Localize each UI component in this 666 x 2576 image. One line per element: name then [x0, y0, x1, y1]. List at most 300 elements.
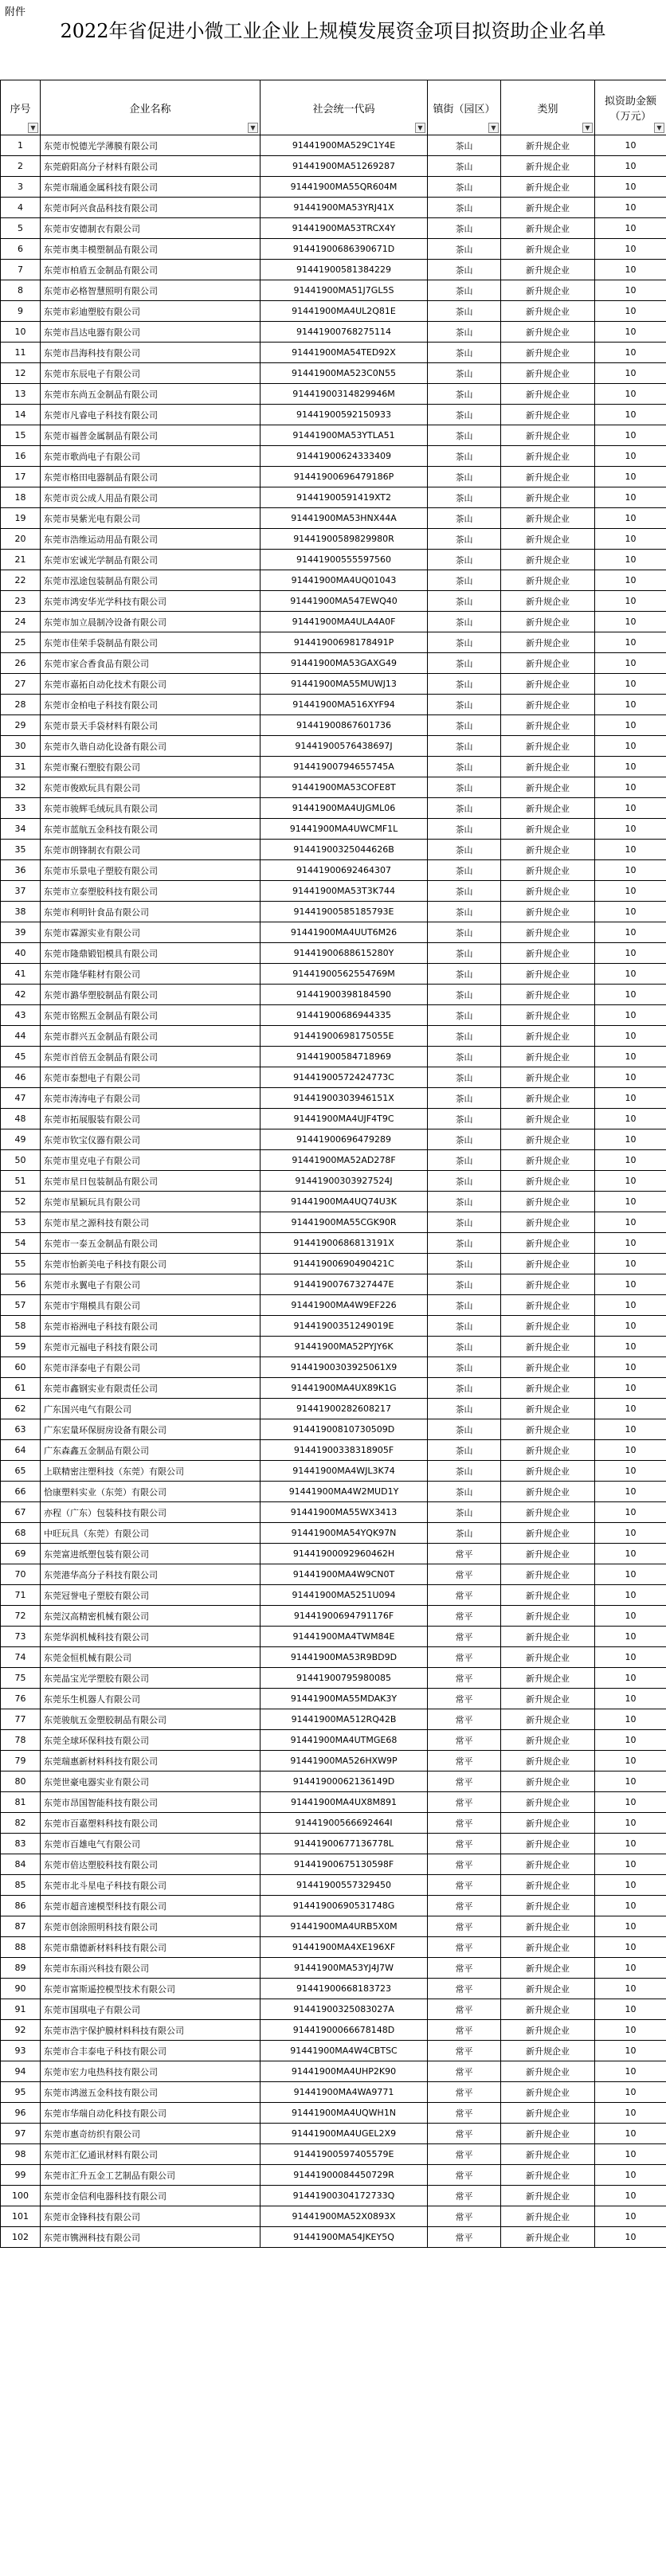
table-row	[1, 425, 666, 446]
cell-category: 新升规企业	[501, 1212, 595, 1233]
table-row	[1, 1171, 666, 1192]
cell-credit-code: 91441900MA4UL2Q81E	[261, 301, 428, 322]
cell-category: 新升规企业	[501, 218, 595, 239]
cell-credit-code: 91441900MA53R9BD9D	[261, 1647, 428, 1668]
table-row	[1, 1150, 666, 1171]
cell-category: 新升规企业	[501, 1585, 595, 1606]
cell-town: 常平	[428, 2227, 501, 2248]
cell-category: 新升规企业	[501, 2206, 595, 2227]
cell-town: 茶山	[428, 239, 501, 260]
cell-enterprise-name: 东莞市俊欧玩具有限公司	[41, 777, 261, 798]
cell-amount: 10	[595, 1896, 666, 1916]
cell-town: 茶山	[428, 1295, 501, 1316]
cell-no: 35	[1, 840, 41, 860]
table-row	[1, 1295, 666, 1316]
cell-category: 新升规企业	[501, 1875, 595, 1896]
cell-enterprise-name: 东莞市惠奇纺织有限公司	[41, 2124, 261, 2144]
cell-no: 83	[1, 1834, 41, 1854]
cell-town: 常平	[428, 1771, 501, 1792]
cell-enterprise-name: 上联精密注塑科技（东莞）有限公司	[41, 1461, 261, 1482]
cell-enterprise-name: 东莞市悦德光学薄膜有限公司	[41, 135, 261, 156]
table-row	[1, 840, 666, 860]
cell-credit-code: 91441900MA55MDAK3Y	[261, 1689, 428, 1709]
cell-category: 新升规企业	[501, 135, 595, 156]
cell-credit-code: 91441900MA51269287	[261, 156, 428, 177]
cell-credit-code: 91441900MA4UHP2K90	[261, 2061, 428, 2082]
cell-no: 57	[1, 1295, 41, 1316]
cell-no: 13	[1, 384, 41, 405]
table-row	[1, 1585, 666, 1606]
cell-amount: 10	[595, 1916, 666, 1937]
cell-no: 84	[1, 1854, 41, 1875]
table-header-row	[1, 80, 666, 135]
cell-amount: 10	[595, 964, 666, 985]
cell-amount: 10	[595, 591, 666, 612]
table-row	[1, 777, 666, 798]
table-row	[1, 1668, 666, 1689]
cell-no: 17	[1, 467, 41, 487]
cell-amount: 10	[595, 1461, 666, 1482]
cell-amount: 10	[595, 674, 666, 695]
cell-no: 16	[1, 446, 41, 467]
cell-enterprise-name: 东莞市镌洲科技有限公司	[41, 2227, 261, 2248]
cell-category: 新升规企业	[501, 1357, 595, 1378]
cell-enterprise-name: 东莞骏航五金塑胶制品有限公司	[41, 1709, 261, 1730]
cell-town: 常平	[428, 1730, 501, 1751]
cell-amount: 10	[595, 1171, 666, 1192]
cell-category: 新升规企业	[501, 1109, 595, 1129]
cell-credit-code: 91441900MA53YJ4J7W	[261, 1958, 428, 1979]
cell-no: 86	[1, 1896, 41, 1916]
cell-credit-code: 91441900MA52AD278F	[261, 1150, 428, 1171]
table-row	[1, 1689, 666, 1709]
cell-enterprise-name: 东莞市元福电子科技有限公司	[41, 1337, 261, 1357]
table-row	[1, 1109, 666, 1129]
cell-enterprise-name: 亦程（广东）包装科技有限公司	[41, 1502, 261, 1523]
cell-amount: 10	[595, 715, 666, 736]
table-row	[1, 757, 666, 777]
cell-no: 100	[1, 2186, 41, 2206]
cell-enterprise-name: 东莞金恒机械有限公司	[41, 1647, 261, 1668]
cell-enterprise-name: 恰康塑料实业（东莞）有限公司	[41, 1482, 261, 1502]
cell-category: 新升规企业	[501, 1730, 595, 1751]
cell-town: 茶山	[428, 1067, 501, 1088]
cell-category: 新升规企业	[501, 1606, 595, 1627]
cell-town: 茶山	[428, 1461, 501, 1482]
table-row	[1, 860, 666, 881]
cell-category: 新升规企业	[501, 819, 595, 840]
cell-credit-code: 91441900698178491P	[261, 632, 428, 653]
cell-enterprise-name: 东莞市鸿安华光学科技有限公司	[41, 591, 261, 612]
cell-amount: 10	[595, 529, 666, 550]
cell-credit-code: 91441900MA4TWM84E	[261, 1627, 428, 1647]
table-row	[1, 405, 666, 425]
cell-no: 92	[1, 2020, 41, 2041]
table-row	[1, 156, 666, 177]
cell-credit-code: 91441900686944335	[261, 1005, 428, 1026]
dropdown-filter-icon[interactable]: ▼	[415, 123, 425, 133]
cell-town: 茶山	[428, 1005, 501, 1026]
cell-amount: 10	[595, 1544, 666, 1564]
cell-no: 19	[1, 508, 41, 529]
cell-category: 新升规企业	[501, 570, 595, 591]
cell-amount: 10	[595, 798, 666, 819]
cell-category: 新升规企业	[501, 2061, 595, 2082]
cell-no: 59	[1, 1337, 41, 1357]
cell-town: 茶山	[428, 736, 501, 757]
cell-amount: 10	[595, 177, 666, 198]
cell-no: 27	[1, 674, 41, 695]
cell-enterprise-name: 东莞市星颖玩具有限公司	[41, 1192, 261, 1212]
cell-no: 44	[1, 1026, 41, 1047]
cell-category: 新升规企业	[501, 550, 595, 570]
cell-amount: 10	[595, 1005, 666, 1026]
cell-amount: 10	[595, 508, 666, 529]
cell-town: 茶山	[428, 467, 501, 487]
cell-category: 新升规企业	[501, 922, 595, 943]
cell-no: 85	[1, 1875, 41, 1896]
table-row	[1, 1026, 666, 1047]
table-row	[1, 1751, 666, 1771]
cell-category: 新升规企业	[501, 2082, 595, 2103]
cell-category: 新升规企业	[501, 591, 595, 612]
cell-enterprise-name: 东莞市格田电器制品有限公司	[41, 467, 261, 487]
cell-credit-code: 91441900MA54YQK97N	[261, 1523, 428, 1544]
cell-town: 茶山	[428, 1150, 501, 1171]
cell-enterprise-name: 中旺玩具（东莞）有限公司	[41, 1523, 261, 1544]
cell-town: 茶山	[428, 1109, 501, 1129]
cell-enterprise-name: 东莞市鸿滋五金科技有限公司	[41, 2082, 261, 2103]
cell-enterprise-name: 东莞市铭熙五金制品有限公司	[41, 1005, 261, 1026]
cell-amount: 10	[595, 2165, 666, 2186]
table-row	[1, 1813, 666, 1834]
cell-amount: 10	[595, 1958, 666, 1979]
cell-amount: 10	[595, 198, 666, 218]
cell-no: 62	[1, 1399, 41, 1419]
cell-town: 常平	[428, 1709, 501, 1730]
cell-credit-code: 91441900282608217	[261, 1399, 428, 1419]
cell-enterprise-name: 东莞市浩维运动用品有限公司	[41, 529, 261, 550]
cell-enterprise-name: 东莞市奥丰模塑制品有限公司	[41, 239, 261, 260]
cell-amount: 10	[595, 405, 666, 425]
cell-town: 茶山	[428, 1399, 501, 1419]
cell-town: 常平	[428, 1854, 501, 1875]
cell-category: 新升规企业	[501, 1627, 595, 1647]
cell-credit-code: 91441900MA53T3K744	[261, 881, 428, 902]
cell-no: 64	[1, 1440, 41, 1461]
cell-credit-code: 91441900696479289	[261, 1129, 428, 1150]
table-row	[1, 1337, 666, 1357]
table-row	[1, 1399, 666, 1419]
cell-category: 新升规企业	[501, 1564, 595, 1585]
cell-enterprise-name: 东莞市昌达电器有限公司	[41, 322, 261, 343]
cell-town: 常平	[428, 2020, 501, 2041]
table-row	[1, 301, 666, 322]
table-row	[1, 736, 666, 757]
cell-amount: 10	[595, 446, 666, 467]
cell-town: 茶山	[428, 280, 501, 301]
table-row	[1, 591, 666, 612]
cell-credit-code: 91441900576438697J	[261, 736, 428, 757]
cell-credit-code: 91441900MA547EWQ40	[261, 591, 428, 612]
cell-no: 97	[1, 2124, 41, 2144]
table-row	[1, 695, 666, 715]
cell-town: 茶山	[428, 156, 501, 177]
table-row	[1, 343, 666, 363]
cell-amount: 10	[595, 1979, 666, 1999]
cell-amount: 10	[595, 1357, 666, 1378]
cell-town: 常平	[428, 2186, 501, 2206]
cell-no: 24	[1, 612, 41, 632]
cell-category: 新升规企业	[501, 736, 595, 757]
cell-credit-code: 91441900MA51J7GL5S	[261, 280, 428, 301]
cell-amount: 10	[595, 1254, 666, 1274]
cell-credit-code: 91441900MA4UQ74U3K	[261, 1192, 428, 1212]
cell-credit-code: 91441900MA4UJGML06	[261, 798, 428, 819]
cell-town: 常平	[428, 1792, 501, 1813]
cell-enterprise-name: 东莞市拓展服装有限公司	[41, 1109, 261, 1129]
cell-enterprise-name: 东莞市华瑞自动化科技有限公司	[41, 2103, 261, 2124]
cell-credit-code: 91441900696479186P	[261, 467, 428, 487]
cell-no: 33	[1, 798, 41, 819]
cell-category: 新升规企业	[501, 1668, 595, 1689]
cell-no: 89	[1, 1958, 41, 1979]
cell-category: 新升规企业	[501, 860, 595, 881]
cell-no: 7	[1, 260, 41, 280]
cell-no: 66	[1, 1482, 41, 1502]
cell-amount: 10	[595, 757, 666, 777]
cell-amount: 10	[595, 819, 666, 840]
dropdown-filter-icon[interactable]: ▼	[654, 123, 664, 133]
cell-no: 78	[1, 1730, 41, 1751]
cell-town: 常平	[428, 1606, 501, 1627]
cell-amount: 10	[595, 1792, 666, 1813]
cell-category: 新升规企业	[501, 177, 595, 198]
cell-town: 茶山	[428, 1192, 501, 1212]
cell-credit-code: 91441900677136778L	[261, 1834, 428, 1854]
cell-credit-code: 91441900MA4UTMGE68	[261, 1730, 428, 1751]
cell-amount: 10	[595, 301, 666, 322]
cell-credit-code: 91441900MA4UWCMF1L	[261, 819, 428, 840]
cell-enterprise-name: 广东国兴电气有限公司	[41, 1399, 261, 1419]
cell-amount: 10	[595, 1440, 666, 1461]
table-row	[1, 1440, 666, 1461]
cell-no: 53	[1, 1212, 41, 1233]
cell-category: 新升规企业	[501, 384, 595, 405]
cell-category: 新升规企业	[501, 1937, 595, 1958]
cell-amount: 10	[595, 280, 666, 301]
cell-no: 30	[1, 736, 41, 757]
cell-enterprise-name: 东莞市柏盾五金制品有限公司	[41, 260, 261, 280]
cell-enterprise-name: 东莞市永翼电子有限公司	[41, 1274, 261, 1295]
cell-category: 新升规企业	[501, 1896, 595, 1916]
table-row	[1, 632, 666, 653]
cell-no: 42	[1, 985, 41, 1005]
cell-amount: 10	[595, 2124, 666, 2144]
cell-enterprise-name: 东莞市超音速模型科技有限公司	[41, 1896, 261, 1916]
cell-no: 93	[1, 2041, 41, 2061]
table-row	[1, 1316, 666, 1337]
cell-town: 常平	[428, 1564, 501, 1585]
cell-no: 82	[1, 1813, 41, 1834]
cell-credit-code: 91441900MA4URB5X0M	[261, 1916, 428, 1937]
cell-enterprise-name: 东莞市瑞通金属科技有限公司	[41, 177, 261, 198]
cell-town: 茶山	[428, 198, 501, 218]
cell-category: 新升规企业	[501, 529, 595, 550]
cell-credit-code: 91441900MA4WA9771	[261, 2082, 428, 2103]
table-row	[1, 1233, 666, 1254]
cell-credit-code: 91441900MA4UUT6M26	[261, 922, 428, 943]
table-row	[1, 1709, 666, 1730]
cell-town: 茶山	[428, 487, 501, 508]
cell-enterprise-name: 东莞市利明针食品有限公司	[41, 902, 261, 922]
cell-town: 茶山	[428, 1419, 501, 1440]
table-row	[1, 1067, 666, 1088]
cell-credit-code: 91441900MA4UX89K1G	[261, 1378, 428, 1399]
cell-enterprise-name: 东莞市骏辉毛绒玩具有限公司	[41, 798, 261, 819]
cell-credit-code: 91441900314829946M	[261, 384, 428, 405]
cell-amount: 10	[595, 1419, 666, 1440]
table-row	[1, 1564, 666, 1585]
cell-enterprise-name: 东莞市金锋科技有限公司	[41, 2206, 261, 2227]
cell-enterprise-name: 东莞市百嘉塑料科技有限公司	[41, 1813, 261, 1834]
table-row	[1, 674, 666, 695]
cell-town: 茶山	[428, 301, 501, 322]
cell-enterprise-name: 东莞市创涂照明科技有限公司	[41, 1916, 261, 1937]
table-row	[1, 964, 666, 985]
cell-credit-code: 91441900MA53GAXG49	[261, 653, 428, 674]
cell-amount: 10	[595, 985, 666, 1005]
cell-no: 25	[1, 632, 41, 653]
cell-enterprise-name: 东莞市百雄电气有限公司	[41, 1834, 261, 1854]
cell-no: 65	[1, 1461, 41, 1482]
cell-enterprise-name: 东莞市涛涛电子有限公司	[41, 1088, 261, 1109]
cell-enterprise-name: 东莞乐生机器人有限公司	[41, 1689, 261, 1709]
cell-category: 新升规企业	[501, 446, 595, 467]
cell-category: 新升规企业	[501, 1999, 595, 2020]
cell-credit-code: 91441900MA523C0N55	[261, 363, 428, 384]
cell-enterprise-name: 东莞市怡新美电子科技有限公司	[41, 1254, 261, 1274]
cell-enterprise-name: 东莞市泓途包装制品有限公司	[41, 570, 261, 591]
cell-town: 茶山	[428, 1233, 501, 1254]
cell-enterprise-name: 东莞市宇翔模具有限公司	[41, 1295, 261, 1316]
cell-category: 新升规企业	[501, 964, 595, 985]
cell-no: 73	[1, 1627, 41, 1647]
cell-credit-code: 91441900084450729R	[261, 2165, 428, 2186]
cell-town: 常平	[428, 1689, 501, 1709]
cell-enterprise-name: 东莞市凡睿电子科技有限公司	[41, 405, 261, 425]
cell-enterprise-name: 东莞市合丰泰电子科技有限公司	[41, 2041, 261, 2061]
cell-no: 39	[1, 922, 41, 943]
cell-town: 茶山	[428, 902, 501, 922]
cell-town: 茶山	[428, 757, 501, 777]
cell-enterprise-name: 东莞市宏诚光学制品有限公司	[41, 550, 261, 570]
cell-town: 茶山	[428, 881, 501, 902]
cell-category: 新升规企业	[501, 798, 595, 819]
cell-credit-code: 91441900591419XT2	[261, 487, 428, 508]
cell-credit-code: 91441900581384229	[261, 260, 428, 280]
table-row	[1, 1896, 666, 1916]
cell-town: 茶山	[428, 922, 501, 943]
table-row	[1, 1979, 666, 1999]
cell-no: 6	[1, 239, 41, 260]
cell-no: 91	[1, 1999, 41, 2020]
cell-enterprise-name: 东莞市景天手袋材料有限公司	[41, 715, 261, 736]
cell-credit-code: 91441900MA53YTLA51	[261, 425, 428, 446]
cell-no: 46	[1, 1067, 41, 1088]
cell-amount: 10	[595, 1482, 666, 1502]
cell-no: 12	[1, 363, 41, 384]
dropdown-filter-icon[interactable]: ▼	[582, 123, 593, 133]
cell-town: 常平	[428, 1979, 501, 1999]
cell-town: 常平	[428, 2103, 501, 2124]
cell-credit-code: 91441900686390671D	[261, 239, 428, 260]
cell-enterprise-name: 东莞市家合香食品有限公司	[41, 653, 261, 674]
cell-enterprise-name: 广东森鑫五金制品有限公司	[41, 1440, 261, 1461]
cell-enterprise-name: 东莞市裕洲电子科技有限公司	[41, 1316, 261, 1337]
table-row	[1, 1523, 666, 1544]
cell-category: 新升规企业	[501, 363, 595, 384]
table-row	[1, 550, 666, 570]
cell-no: 90	[1, 1979, 41, 1999]
table-row	[1, 1461, 666, 1482]
table-row	[1, 1627, 666, 1647]
cell-town: 常平	[428, 2041, 501, 2061]
cell-enterprise-name: 东莞市安德制衣有限公司	[41, 218, 261, 239]
cell-enterprise-name: 东莞市蓝航五金科技有限公司	[41, 819, 261, 840]
table-row	[1, 1875, 666, 1896]
cell-credit-code: 91441900338318905F	[261, 1440, 428, 1461]
cell-town: 茶山	[428, 363, 501, 384]
column-header-town	[428, 80, 501, 135]
cell-category: 新升规企业	[501, 985, 595, 1005]
dropdown-filter-icon[interactable]: ▼	[248, 123, 258, 133]
cell-category: 新升规企业	[501, 715, 595, 736]
cell-amount: 10	[595, 1854, 666, 1875]
cell-town: 常平	[428, 1834, 501, 1854]
cell-category: 新升规企业	[501, 1647, 595, 1668]
table-row	[1, 2020, 666, 2041]
cell-amount: 10	[595, 1709, 666, 1730]
cell-credit-code: 91441900686813191X	[261, 1233, 428, 1254]
dropdown-filter-icon[interactable]: ▼	[28, 123, 38, 133]
cell-town: 茶山	[428, 612, 501, 632]
cell-enterprise-name: 东莞市隆华鞋材有限公司	[41, 964, 261, 985]
cell-credit-code: 91441900MA4WJL3K74	[261, 1461, 428, 1482]
table-row	[1, 2041, 666, 2061]
cell-credit-code: 91441900MA512RQ42B	[261, 1709, 428, 1730]
cell-no: 1	[1, 135, 41, 156]
cell-no: 81	[1, 1792, 41, 1813]
table-row	[1, 819, 666, 840]
cell-town: 常平	[428, 1875, 501, 1896]
cell-town: 茶山	[428, 1274, 501, 1295]
cell-no: 3	[1, 177, 41, 198]
cell-amount: 10	[595, 550, 666, 570]
cell-enterprise-name: 东莞市乐景电子塑胶有限公司	[41, 860, 261, 881]
cell-town: 茶山	[428, 715, 501, 736]
cell-no: 95	[1, 2082, 41, 2103]
cell-town: 茶山	[428, 1047, 501, 1067]
cell-enterprise-name: 东莞市国琪电子有限公司	[41, 1999, 261, 2020]
cell-enterprise-name: 东莞市必格智慧照明有限公司	[41, 280, 261, 301]
cell-enterprise-name: 东莞市东辰电子有限公司	[41, 363, 261, 384]
dropdown-filter-icon[interactable]: ▼	[488, 123, 499, 133]
cell-amount: 10	[595, 2082, 666, 2103]
cell-category: 新升规企业	[501, 1192, 595, 1212]
cell-no: 63	[1, 1419, 41, 1440]
table-row	[1, 2206, 666, 2227]
